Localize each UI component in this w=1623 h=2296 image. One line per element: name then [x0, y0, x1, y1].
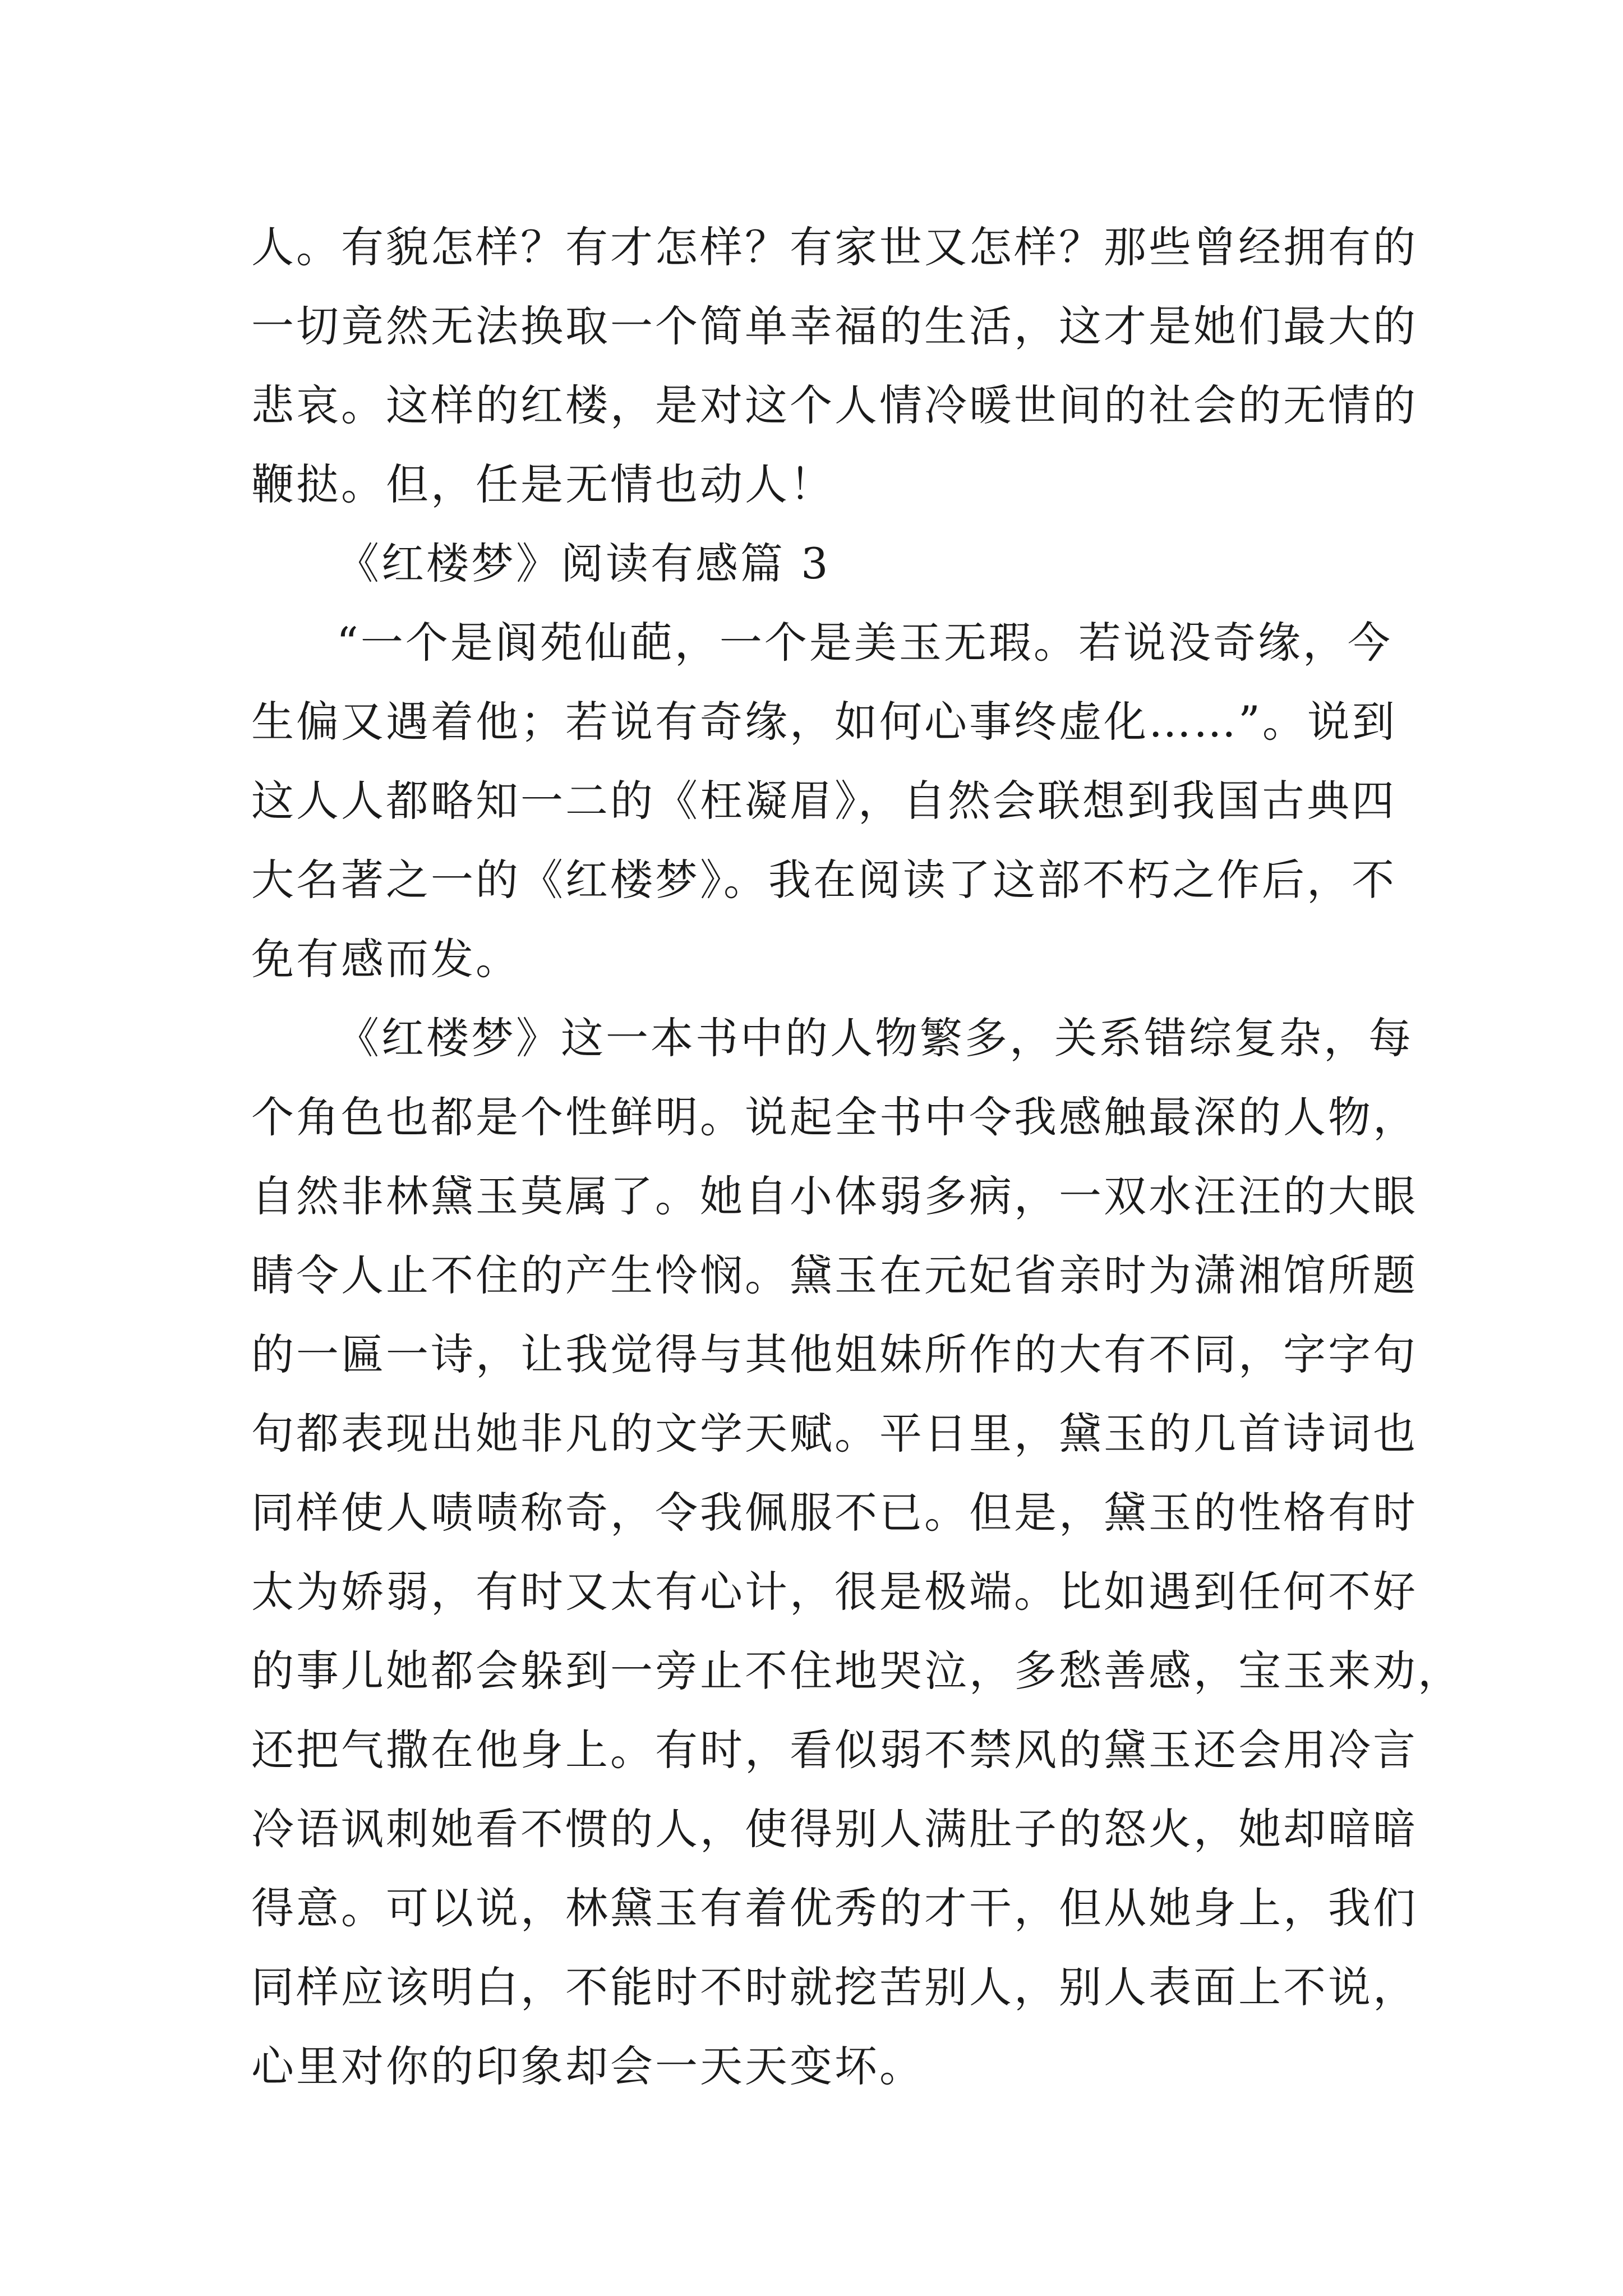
text-line: 《红楼梦》这一本书中的人物繁多，关系错综复杂，每 — [336, 1013, 1413, 1063]
text-line: 悲哀。这样的红楼，是对这个人情冷暖世间的社会的无情的 — [251, 380, 1418, 430]
section-heading: 《红楼梦》阅读有感篇 3 — [336, 539, 831, 588]
text-line: 大名著之一的《红楼梦》。我在阅读了这部不朽之作后，不 — [251, 855, 1396, 905]
text-line: 还把气撒在他身上。有时，看似弱不禁风的黛玉还会用冷言 — [251, 1725, 1418, 1775]
text-line: 个角色也都是个性鲜明。说起全书中令我感触最深的人物， — [251, 1092, 1418, 1142]
text-line: 人。有貌怎样？有才怎样？有家世又怎样？那些曾经拥有的 — [251, 222, 1418, 272]
text-line: 冷语讽刺她看不惯的人，使得别人满肚子的怒火，她却暗暗 — [251, 1804, 1418, 1854]
text-line: 太为娇弱，有时又太有心计，很是极端。比如遇到任何不好 — [251, 1567, 1418, 1617]
text-line: 句都表现出她非凡的文学天赋。平日里，黛玉的几首诗词也 — [251, 1409, 1418, 1458]
text-line: 鞭挞。但，任是无情也动人！ — [251, 459, 834, 509]
text-line: 生偏又遇着他；若说有奇缘，如何心事终虚化……”。说到 — [251, 697, 1397, 747]
text-line: 自然非林黛玉莫属了。她自小体弱多病，一双水汪汪的大眼 — [251, 1171, 1418, 1221]
text-line: 心里对你的印象却会一天天变坏。 — [251, 2041, 924, 2091]
text-line: 的事儿她都会躲到一旁止不住地哭泣，多愁善感，宝玉来劝， — [251, 1646, 1463, 1696]
text-line: 这人人都略知一二的《枉凝眉》，自然会联想到我国古典四 — [251, 776, 1396, 826]
text-line: 的一匾一诗，让我觉得与其他姐妹所作的大有不同，字字句 — [251, 1329, 1418, 1379]
text-line: 同样应该明白，不能时不时就挖苦别人，别人表面上不说， — [251, 1962, 1418, 2012]
text-line: 得意。可以说，林黛玉有着优秀的才干，但从她身上，我们 — [251, 1883, 1418, 1933]
text-line: 免有感而发。 — [251, 934, 520, 984]
text-line: 睛令人止不住的产生怜悯。黛玉在元妃省亲时为潇湘馆所题 — [251, 1250, 1418, 1300]
text-line: “一个是阆苑仙葩，一个是美玉无瑕。若说没奇缘，今 — [336, 618, 1393, 668]
document-page — [251, 208, 1463, 2106]
text-line: 一切竟然无法换取一个简单幸福的生活，这才是她们最大的 — [251, 301, 1418, 351]
text-line: 同样使人啧啧称奇，令我佩服不已。但是，黛玉的性格有时 — [251, 1488, 1418, 1538]
